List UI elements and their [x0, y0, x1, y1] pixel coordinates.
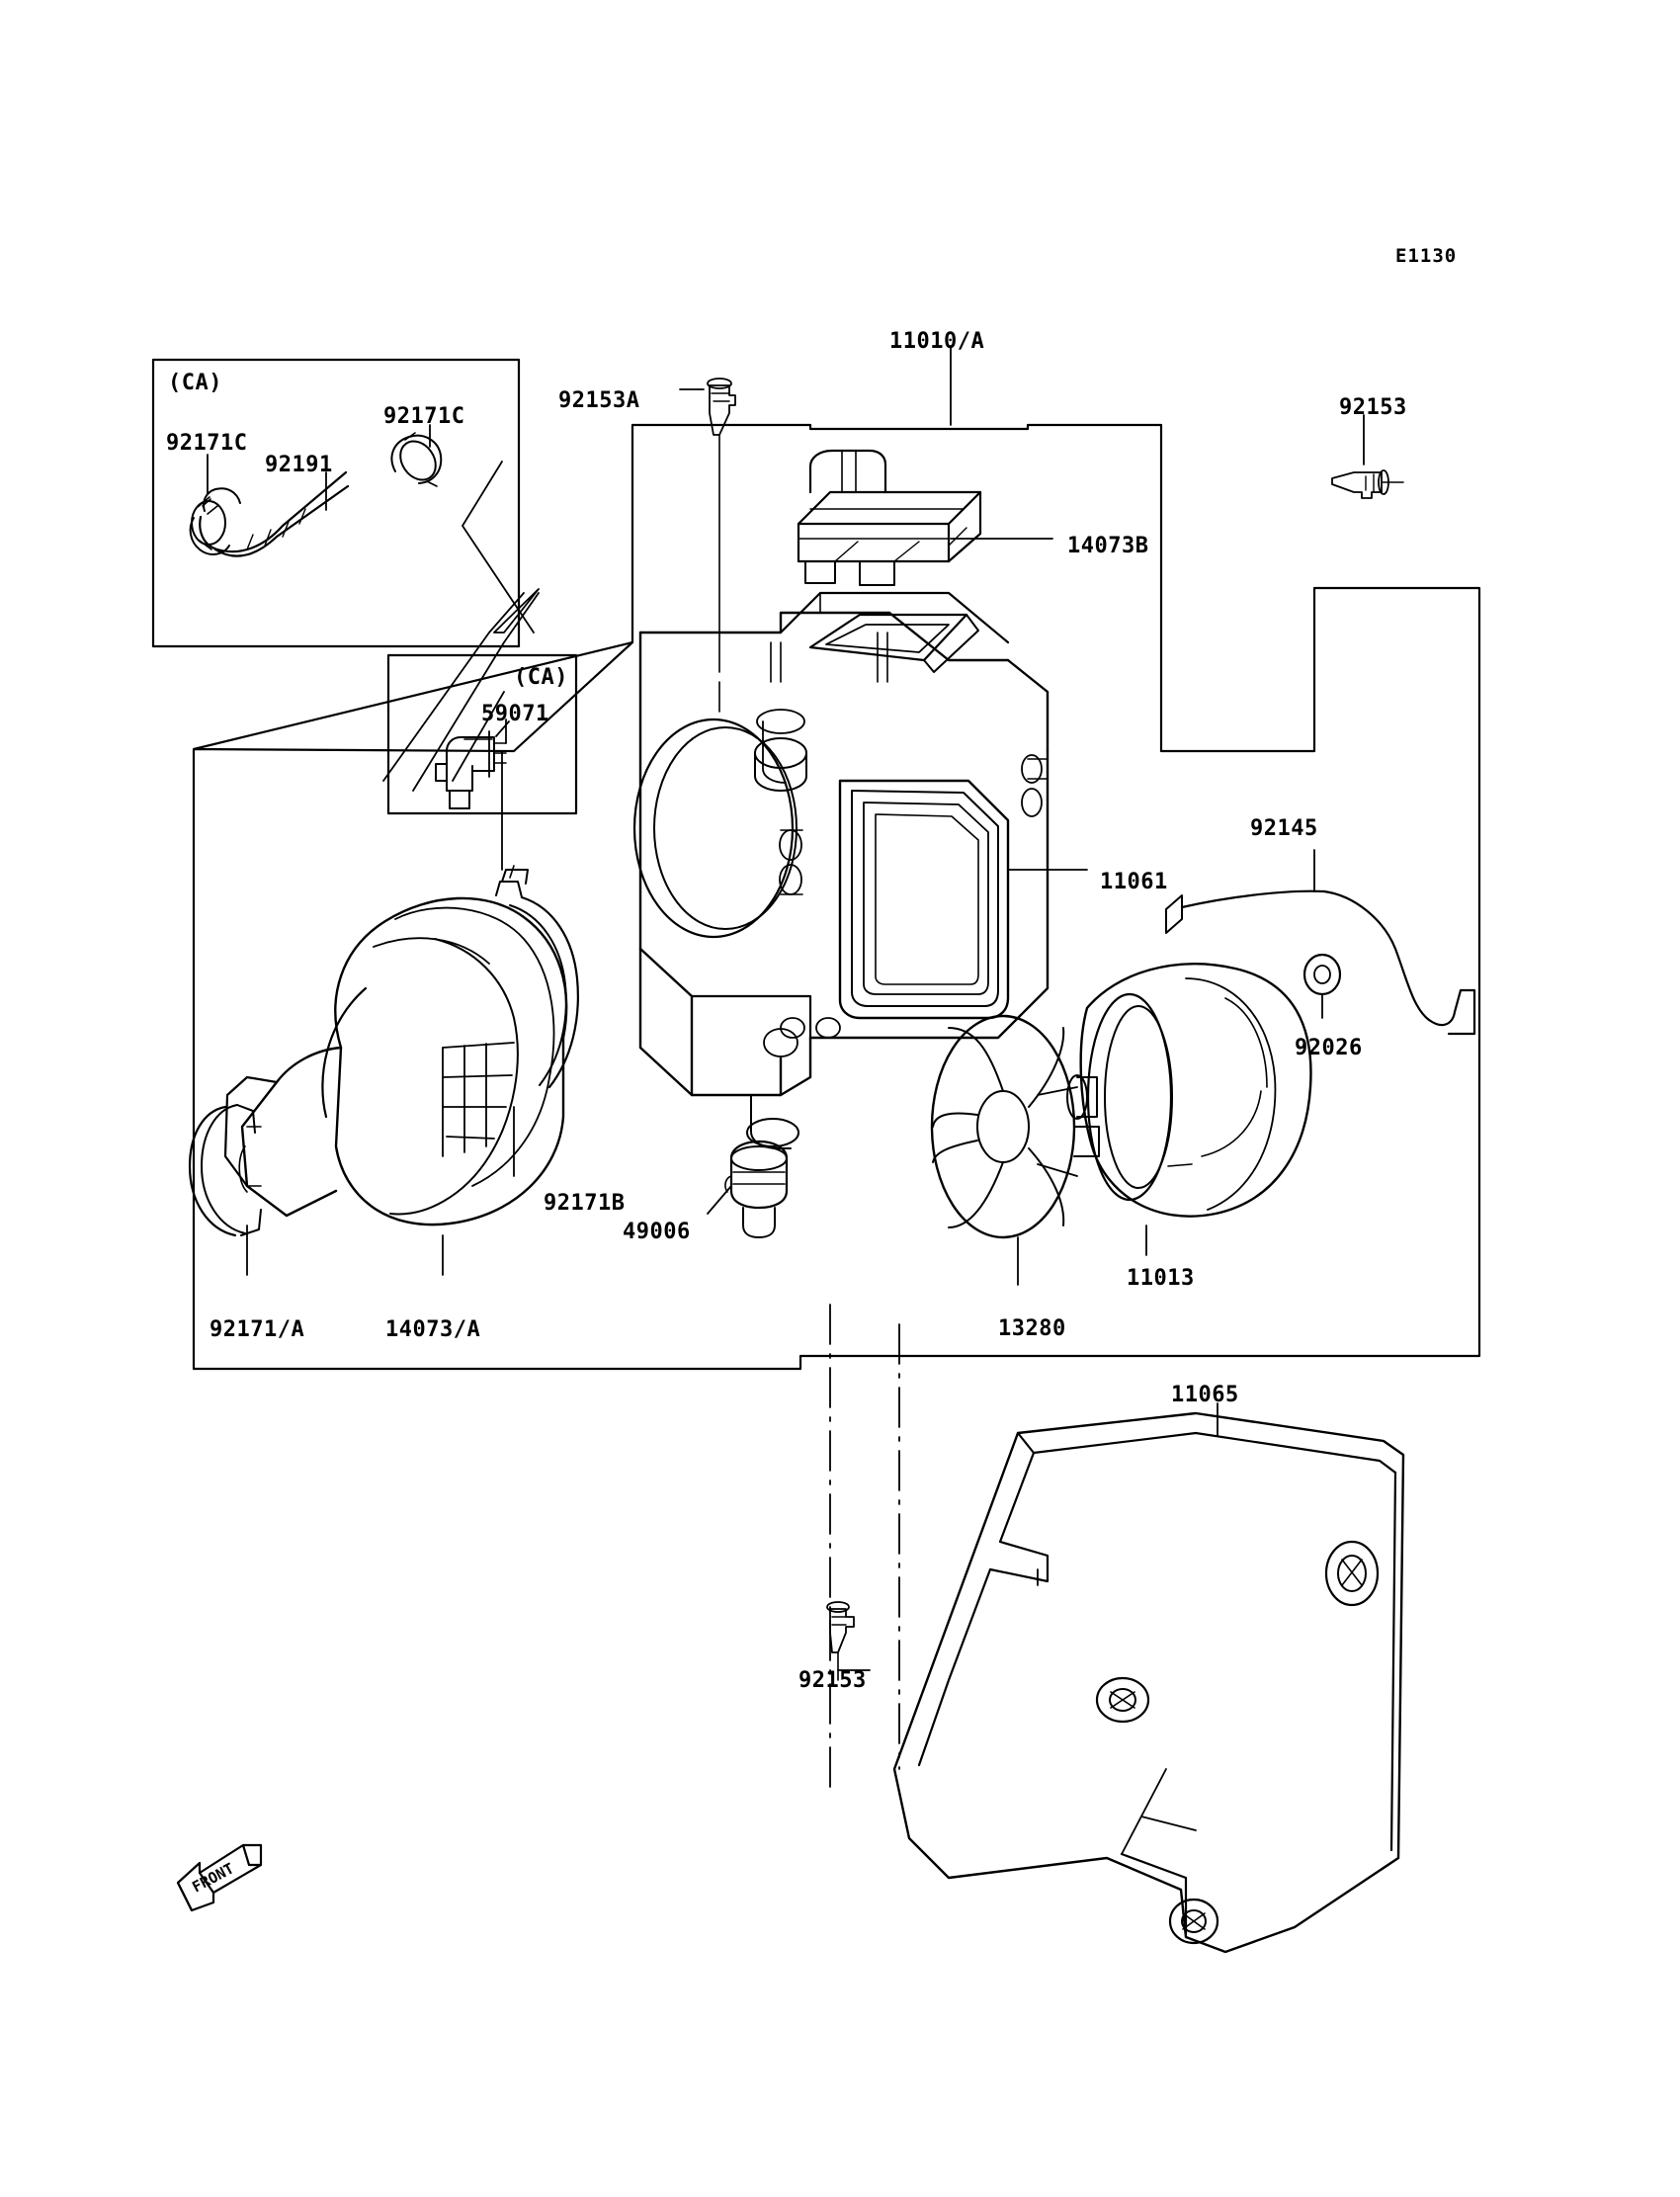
part-label-11010-a: 11010/A [889, 329, 985, 354]
part-label-11065: 11065 [1171, 1383, 1239, 1407]
part-label-14073b: 14073B [1067, 534, 1149, 558]
part-label-92171c-upper: 92171C [383, 404, 465, 429]
part-label-92171b: 92171B [544, 1191, 626, 1216]
part-label-92026: 92026 [1295, 1036, 1363, 1060]
front-label: FRONT [189, 1859, 237, 1897]
part-label-92171-a: 92171/A [210, 1317, 305, 1342]
inset-note-ca-1: (CA) [168, 371, 222, 395]
part-label-92171c-left: 92171C [166, 431, 248, 456]
part-label-49006: 49006 [623, 1220, 691, 1244]
part-label-13280: 13280 [998, 1316, 1066, 1341]
part-label-92153a: 92153A [558, 388, 640, 413]
sheet-code: E1130 [1395, 245, 1458, 267]
inset-note-ca-2: (CA) [514, 665, 568, 690]
part-label-14073-a: 14073/A [385, 1317, 481, 1342]
part-label-92153-bottom: 92153 [798, 1668, 867, 1693]
part-label-59071: 59071 [481, 702, 549, 726]
part-label-92191: 92191 [265, 453, 333, 477]
part-label-92153-top: 92153 [1339, 395, 1407, 420]
part-label-11013: 11013 [1127, 1266, 1195, 1291]
part-label-11061: 11061 [1100, 870, 1168, 894]
part-label-92145: 92145 [1250, 816, 1318, 841]
front-direction-marker [166, 1831, 275, 1920]
